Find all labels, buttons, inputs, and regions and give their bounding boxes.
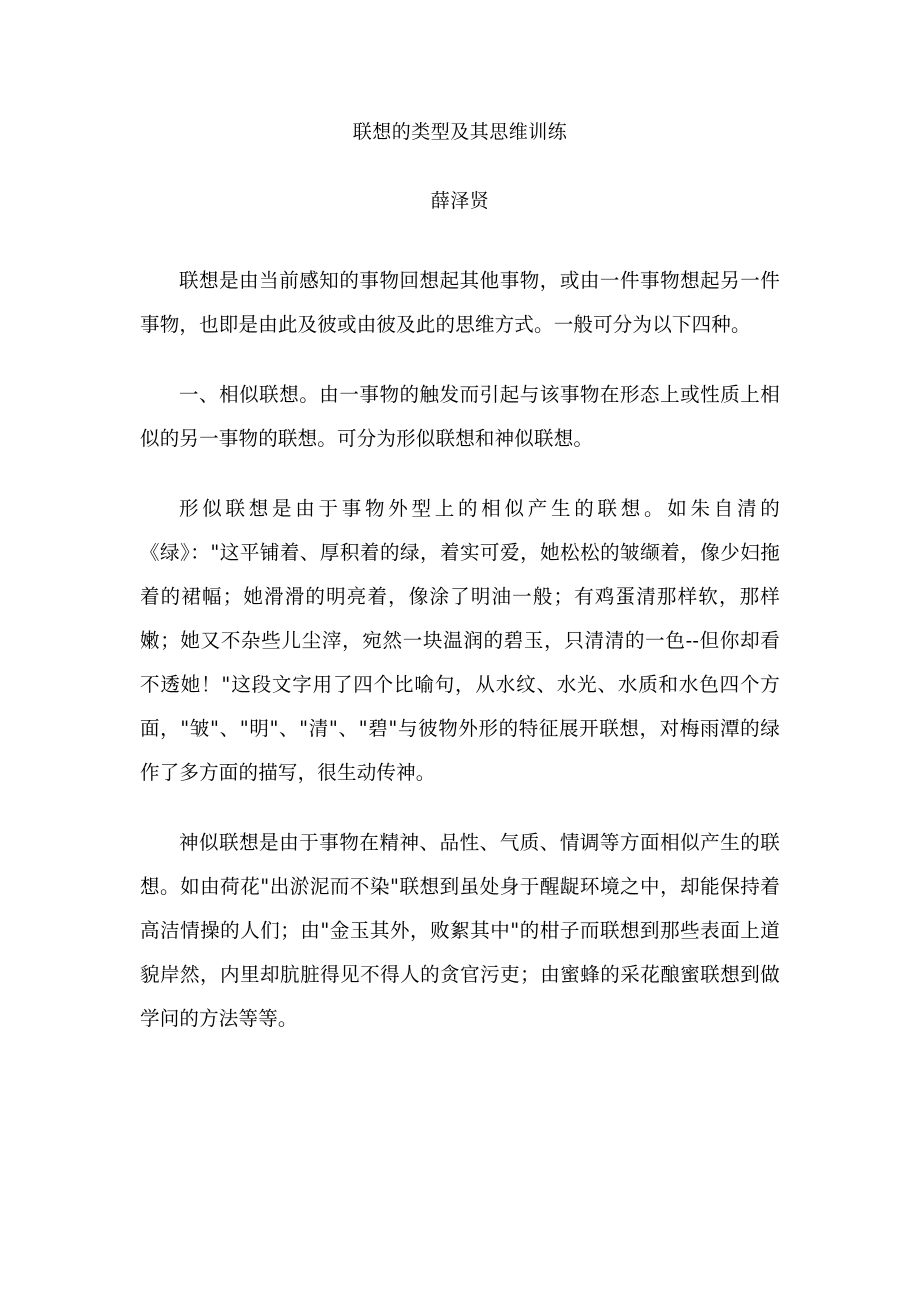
document-author: 薛泽贤 — [430, 189, 490, 212]
paragraph-2: 一、相似联想。由一事物的触发而引起与该事物在形态上或性质上相似的另一事物的联想。可分为形似联想和神似联想。 — [140, 383, 780, 450]
paragraph-4: 神似联想是由于事物在精神、品性、气质、情调等方面相似产生的联想。如由荷花"出淤泥而不染"联想到虽处身于醒龊环境之中，却能保持着高洁情操的人们；由"金玉其外，败絮其中"的柑子而联想到那些表面上道貌岸然，内里却肮脏得见不得人的贪官污吏；由蜜蜂的采花酿蜜联想到做学问的方法等等。 — [140, 831, 780, 1030]
paragraph-3: 形似联想是由于事物外型上的相似产生的联想。如朱自清的《绿》："这平铺着、厚积着的绿，着实可爱，她松松的皱缬着，像少妇拖着的裙幅；她滑滑的明亮着，像涂了明油一般；有鸡蛋清那样软，那样嫩；她又不杂些儿尘滓，宛然一块温润的碧玉，只清清的一色--但你却看不透她！"这段文字用了四个比喻句，从水纹、水光、水质和水色四个方面，"皱"、"明"、"清"、"碧"与彼物外形的特征展开联想，对梅雨潭的绿作了多方面的描写，很生动传神。 — [140, 497, 780, 784]
page-title: 联想的类型及其思维训练 — [352, 121, 568, 143]
paragraph-1: 联想是由当前感知的事物回想起其他事物，或由一件事物想起另一件事物，也即是由此及彼或由彼及此的思维方式。一般可分为以下四种。 — [140, 269, 780, 336]
